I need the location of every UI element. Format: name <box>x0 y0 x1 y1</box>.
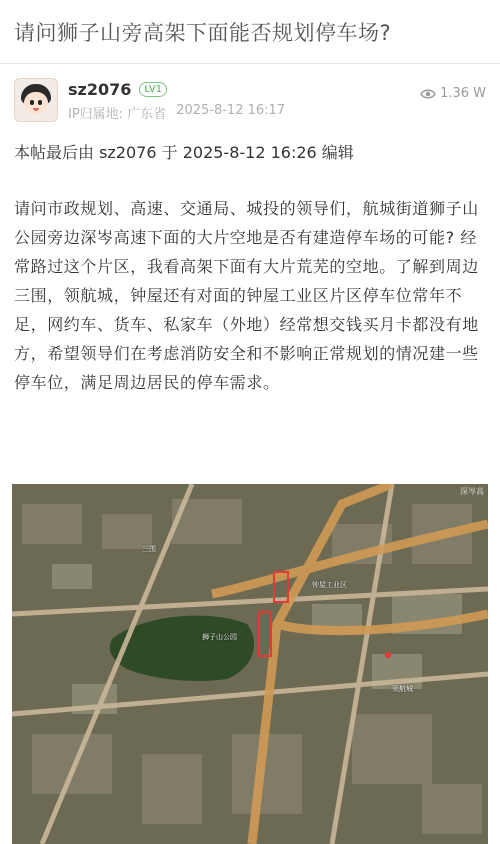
map-tag: 深岑高 <box>460 487 484 496</box>
view-count <box>420 86 486 101</box>
post-time: 2025-8-12 16:17 <box>176 103 286 118</box>
page-title: 请问狮子山旁高架下面能否规划停车场? <box>14 20 392 45</box>
map-label-b: 领航城 <box>392 685 413 693</box>
author-info <box>68 78 285 130</box>
map-label-a: 钟屋工业区 <box>312 581 347 589</box>
title-bar <box>0 0 500 64</box>
edit-note: 本帖最后由 sz2076 于 2025-8-12 16:26 编辑 <box>14 143 354 162</box>
username[interactable]: sz2076 <box>68 79 132 99</box>
satellite-map-image[interactable] <box>12 484 488 844</box>
map-label-c: 三围 <box>142 545 156 553</box>
level-badge: LV1 <box>139 82 167 97</box>
ip-location: IP归属地: 广东省 <box>68 107 167 122</box>
satellite-map-graphic <box>12 484 488 844</box>
post-body: 请问市政规划、高速、交通局、城投的领导们，航城街道狮子山公园旁边深岑高速下面的大片空地是否有建造停车场的可能? 经常路过这个片区，我看高架下面有大片荒芜的空地。了解到周边三围，领航城，钟屋还有对面的钟屋工业区片区停车位常年不足，网约车、货车、私家车（外地）经常想交钱买月卡都没有地方，希望领导们在考虑消防安全和不影响正常规划的情况建一些停车位，满足周边居民的停车需求。 <box>14 199 479 392</box>
avatar[interactable] <box>14 78 58 122</box>
view-count-text: 1.36 W <box>440 86 486 101</box>
eye-icon <box>420 88 436 100</box>
map-label-park: 狮子山公园 <box>202 633 237 641</box>
